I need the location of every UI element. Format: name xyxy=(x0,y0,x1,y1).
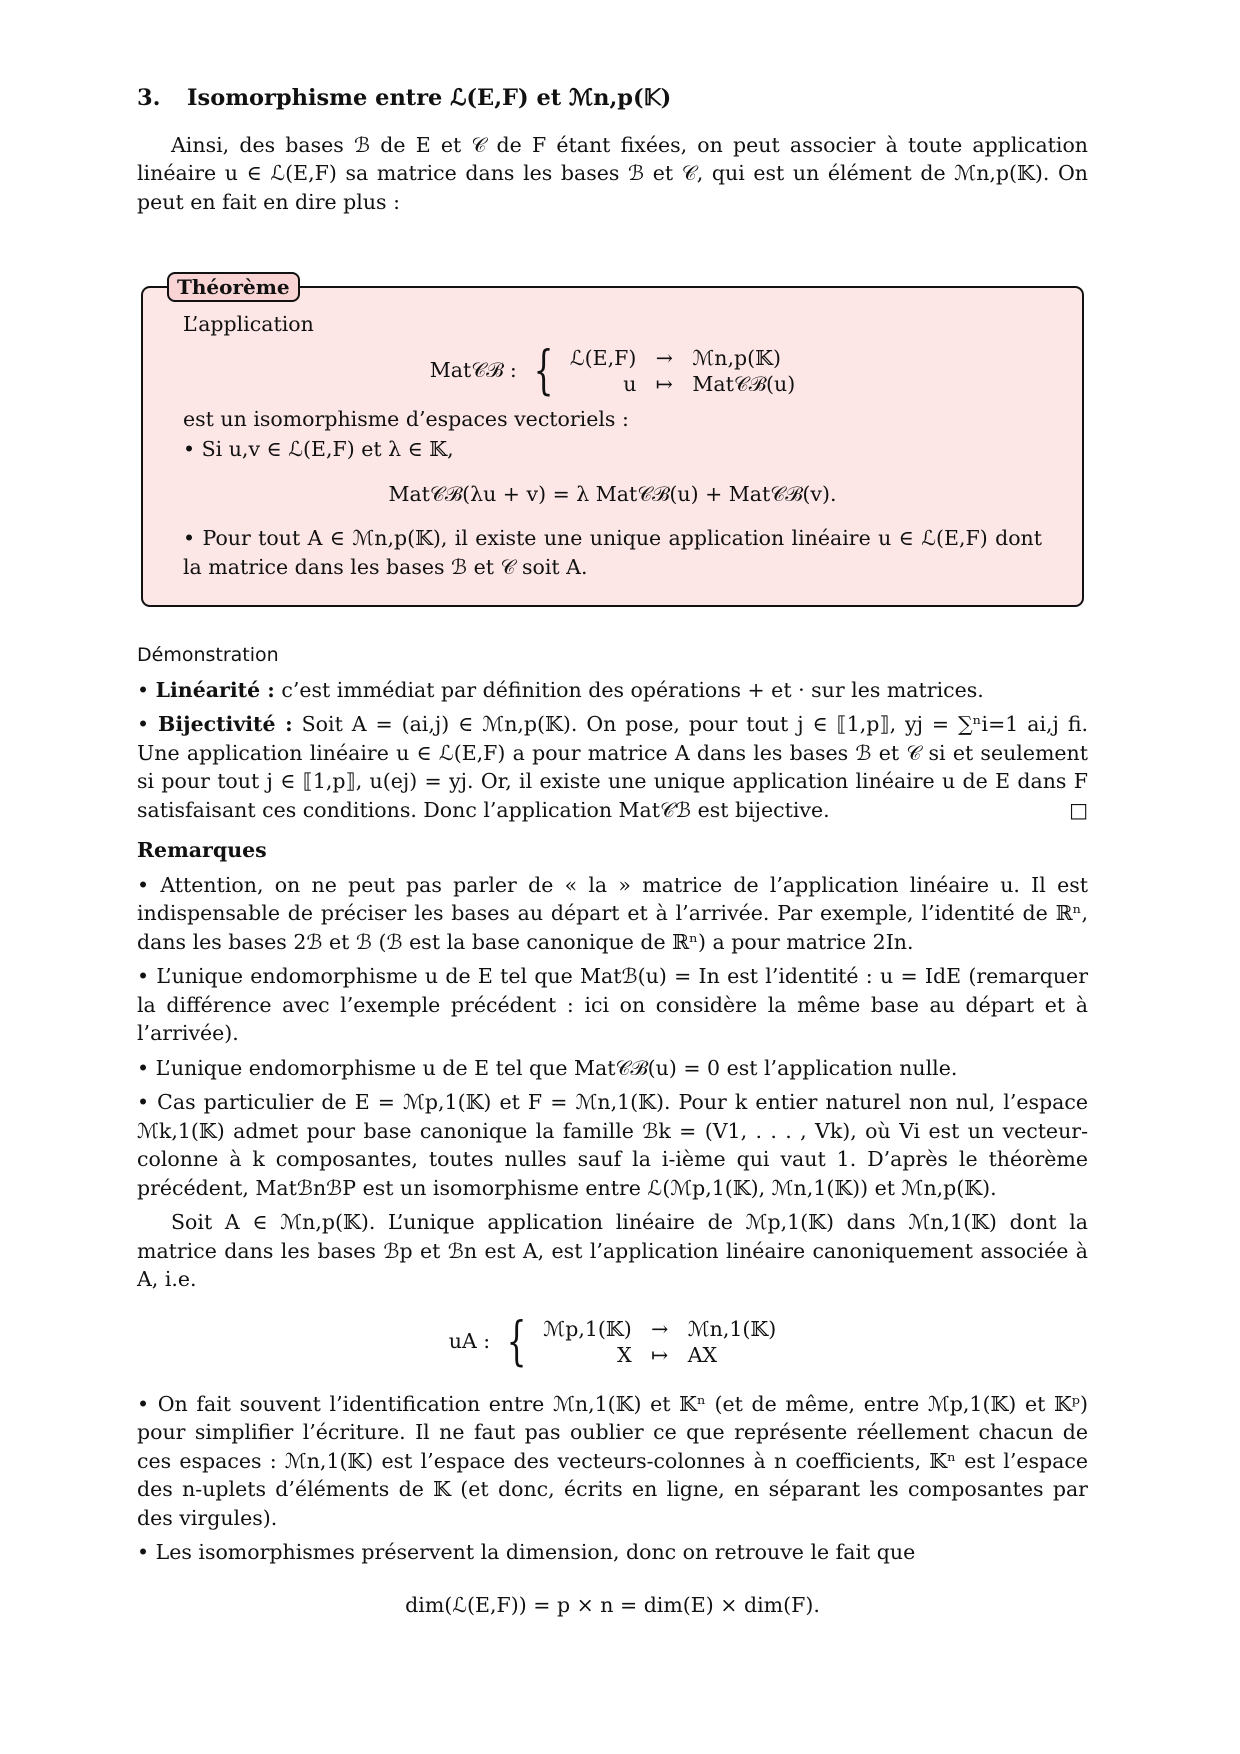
theorem-line1: L’application xyxy=(183,312,314,336)
theorem-line2: est un isomorphisme d’espaces vectoriels : xyxy=(183,406,629,431)
demo-item2-text: Soit A = (ai,j) ∈ ℳn,p(𝕂). On pose, pour tout j ∈ ⟦1,p⟧, yj = ∑ⁿi=1 ai,j fi. Une application linéaire u ∈ ℒ(E,F) a pour matrice A dans les bases ℬ et 𝒞 si et seulement si pour tout j ∈ ⟦1,p⟧, u(ej) = yj. Or, il existe une unique application linéaire u de E dans F satisfaisant ces conditions. Donc l’application Mat𝒞ℬ est bijective. xyxy=(137,712,1089,822)
theorem-bullet1: • Si u,v ∈ ℒ(E,F) et λ ∈ 𝕂, xyxy=(183,437,454,461)
map-row2-right: Mat𝒞ℬ(u) xyxy=(692,371,796,396)
uA-name: uA : xyxy=(448,1329,491,1354)
map-row1-right: ℳn,p(𝕂) xyxy=(692,345,781,370)
theorem-box xyxy=(141,275,1084,607)
remark-4b: Soit A ∈ ℳn,p(𝕂). L’unique application linéaire de ℳp,1(𝕂) dans ℳn,1(𝕂) dont la matrice dans les bases ℬp et ℬn est A, est l’application linéaire canoniquement associée à A, i.e. xyxy=(137,1210,1088,1291)
theorem-label: Théorème xyxy=(167,272,300,302)
left-brace-icon: { xyxy=(533,340,554,401)
demo-item1-bold: Linéarité : xyxy=(155,677,275,702)
uA-map-display xyxy=(137,1311,1088,1372)
remarks-heading: Remarques xyxy=(137,838,267,862)
theorem-map-name: Mat𝒞ℬ : xyxy=(429,358,517,383)
intro-paragraph: Ainsi, des bases ℬ de E et 𝒞 de F étant fixées, on peut associer à toute application linéaire u ∈ ℒ(E,F) sa matrice dans les bases ℬ et 𝒞, qui est un élément de ℳn,p(𝕂). On peut en fait en dire plus : xyxy=(137,132,1088,214)
uA-row2-right: AX xyxy=(687,1342,718,1367)
map-row1-left: ℒ(E,F) xyxy=(569,345,637,370)
map-row1-arrow: → xyxy=(655,345,673,370)
theorem-bullet2: • Pour tout A ∈ ℳn,p(𝕂), il existe une unique application linéaire u ∈ ℒ(E,F) dont la matrice dans les bases ℬ et 𝒞 soit A. xyxy=(183,526,1042,579)
remark-5: • On fait souvent l’identification entre ℳn,1(𝕂) et 𝕂ⁿ (et de même, entre ℳp,1(𝕂) et 𝕂ᵖ) pour simplifier l’écriture. Il ne faut pas oublier ce que représente réellement chacun de ces espaces : ℳn,1(𝕂) est l’espace des vecteurs-colonnes à n coefficients, 𝕂ⁿ est l’espace des n-uplets d’éléments de 𝕂 (et donc, écrits en ligne, en séparant les composantes par des virgules). xyxy=(137,1391,1088,1530)
left-brace-icon: { xyxy=(506,1311,527,1372)
remark-3: • L’unique endomorphisme u de E tel que Mat𝒞ℬ(u) = 0 est l’application nulle. xyxy=(137,1055,958,1080)
uA-row1-arrow: → xyxy=(651,1316,669,1341)
remark-6: • Les isomorphismes préservent la dimension, donc on retrouve le fait que xyxy=(137,1540,916,1564)
uA-row2-left: X xyxy=(617,1342,632,1367)
map-row2-arrow: ↦ xyxy=(655,371,673,396)
uA-row2-arrow: ↦ xyxy=(651,1342,669,1367)
uA-row1-right: ℳn,1(𝕂) xyxy=(687,1316,777,1341)
section-title-text: Isomorphisme entre ℒ(E,F) et ℳn,p(𝕂) xyxy=(187,85,672,111)
section-number: 3. xyxy=(137,85,161,111)
demo-item2-bold: Bijectivité : xyxy=(158,712,293,736)
section-title xyxy=(137,84,1088,113)
theorem-equation: Mat𝒞ℬ(λu + v) = λ Mat𝒞ℬ(u) + Mat𝒞ℬ(v). xyxy=(388,481,837,506)
demo-item1-text: c’est immédiat par définition des opérations + et · sur les matrices. xyxy=(274,677,984,702)
remark-2: • L’unique endomorphisme u de E tel que Matℬ(u) = In est l’identité : u = IdE (remarquer la différence avec l’exemple précédent : ici on considère la même base au départ et à l’arrivée). xyxy=(137,964,1088,1045)
final-equation: dim(ℒ(E,F)) = p × n = dim(E) × dim(F). xyxy=(405,1592,820,1617)
uA-row1-left: ℳp,1(𝕂) xyxy=(543,1316,632,1341)
remark-1: • Attention, on ne peut pas parler de « la » matrice de l’application linéaire u. Il est indispensable de préciser les bases au départ et à l’arrivée. Par exemple, l’identité de ℝⁿ, dans les bases 2ℬ et ℬ (ℬ est la base canonique de ℝⁿ) a pour matrice 2In. xyxy=(137,872,1088,954)
demo-item-bijectivite: • Bijectivité : Soit A = (ai,j) ∈ ℳn,p(𝕂). On pose, pour tout j ∈ ⟦1,p⟧, yj = ∑ⁿi=1 ai,j fi. Une application linéaire u ∈ ℒ(E,F) a pour matrice A dans les bases ℬ et 𝒞 si et seulement si pour tout j ∈ ⟦1,p⟧, u(ej) = yj. Or, il existe une unique application linéaire u de E dans F satisfaisant ces conditions. Donc l’application Mat𝒞ℬ est bijective. □ xyxy=(137,710,1088,824)
theorem-map-display xyxy=(183,340,1042,401)
demonstration-heading: Démonstration xyxy=(137,644,279,666)
map-row2-left: u xyxy=(623,371,637,396)
qed-square-icon: □ xyxy=(1069,797,1088,822)
remark-4: • Cas particulier de E = ℳp,1(𝕂) et F = ℳn,1(𝕂). Pour k entier naturel non nul, l’espace ℳk,1(𝕂) admet pour base canonique la famille ℬk = (V1, . . . , Vk), où Vi est un vecteur-colonne à k composantes, toutes nulles sauf la i-ième qui vaut 1. D’après le théorème précédent, MatℬnℬP est un isomorphisme entre ℒ(ℳp,1(𝕂), ℳn,1(𝕂)) et ℳn,p(𝕂). xyxy=(137,1090,1088,1200)
page xyxy=(137,84,1088,1635)
demo-item-linearite: • Linéarité : c’est immédiat par définition des opérations + et · sur les matrices. xyxy=(137,677,984,702)
